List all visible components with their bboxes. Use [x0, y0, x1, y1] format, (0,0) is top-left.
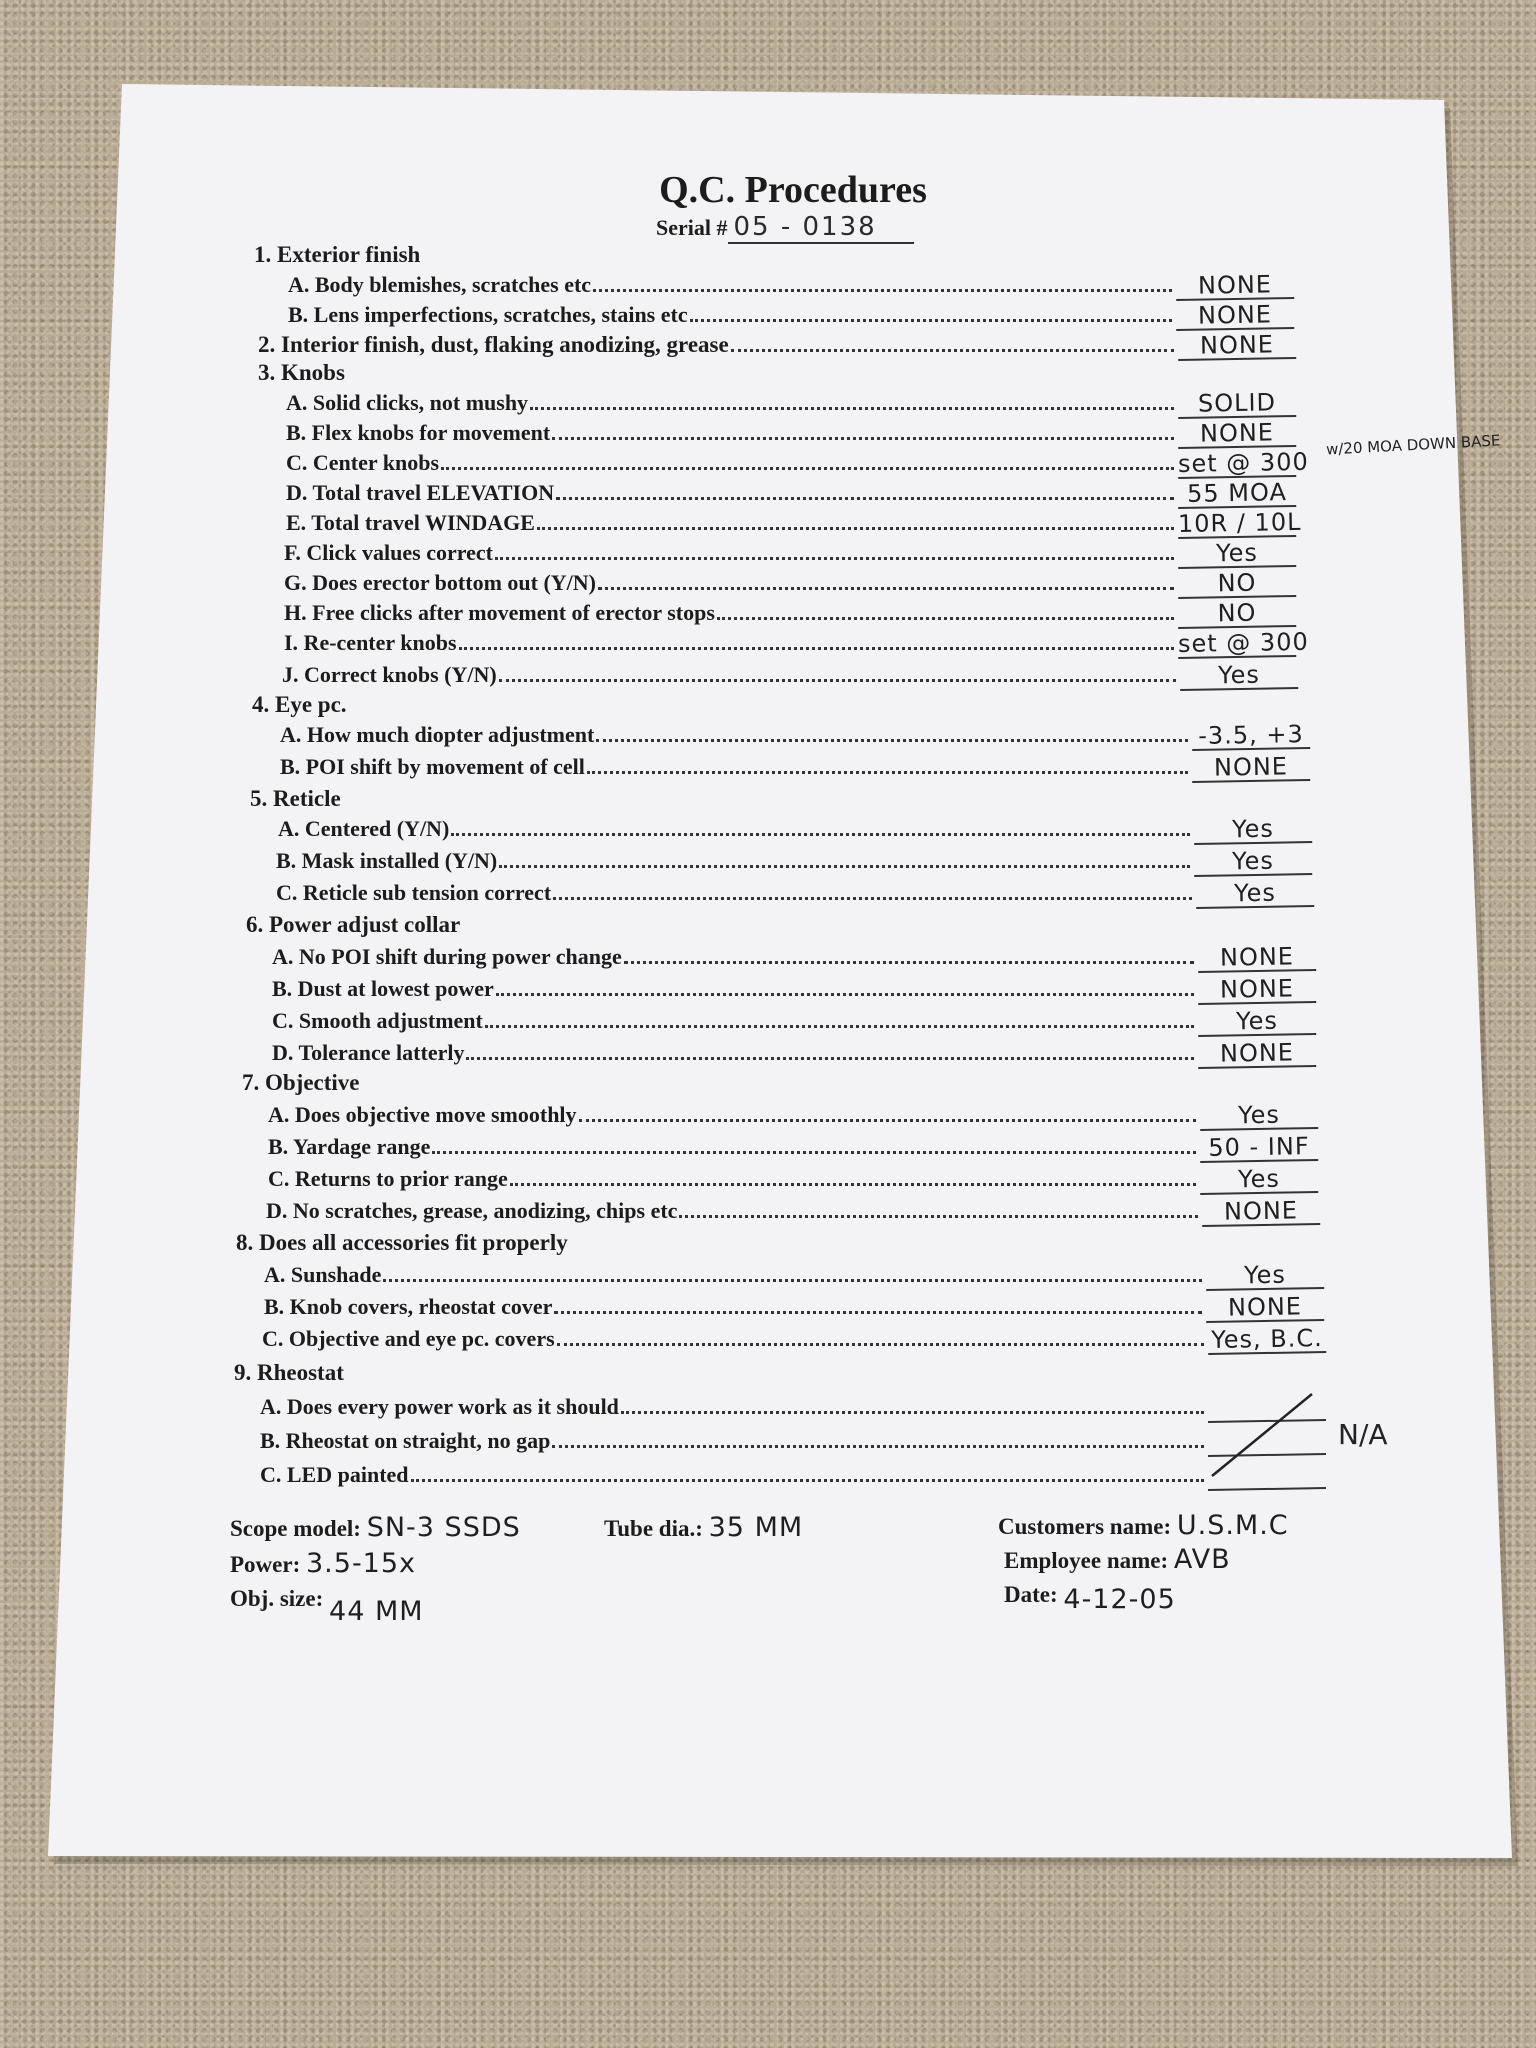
item-label: B. Lens imperfections, scratches, stains etc	[288, 302, 688, 327]
item-label: B. Yardage range	[268, 1134, 431, 1159]
item-answer: NONE	[1198, 943, 1316, 973]
item-answer: set @ 300	[1177, 627, 1309, 659]
item-label: D. Tolerance latterly	[272, 1040, 465, 1065]
item-label: B. Knob covers, rheostat cover	[264, 1294, 553, 1319]
item-answer: Yes	[1178, 539, 1296, 569]
item-label: C. Objective and eye pc. covers	[262, 1326, 555, 1351]
section-heading: 3. Knobs	[258, 360, 345, 385]
item-answer: NONE	[1176, 271, 1294, 301]
item-label: A. Solid clicks, not mushy	[286, 390, 529, 415]
field-value: SN-3 SSDS	[366, 1512, 521, 1543]
field-label: Obj. size:	[230, 1586, 324, 1611]
item-label: A. Does every power work as it should	[260, 1394, 619, 1419]
employee-name-field	[1004, 1544, 1231, 1575]
power-field	[230, 1548, 416, 1579]
serial-label: Serial #	[656, 215, 728, 240]
item-answer: SOLID	[1178, 389, 1296, 419]
item-answer: NONE	[1202, 1197, 1320, 1227]
item-answer: Yes	[1194, 815, 1312, 845]
customers-name-field	[998, 1510, 1289, 1541]
item-label: B. Mask installed (Y/N)	[276, 848, 498, 873]
field-label: Tube dia.:	[604, 1516, 703, 1541]
item-answer: Yes	[1206, 1261, 1324, 1291]
field-label: Date:	[1004, 1582, 1058, 1607]
date-field	[1004, 1578, 1176, 1615]
item-label: J. Correct knobs (Y/N)	[282, 662, 497, 687]
section-heading: 8. Does all accessories fit properly	[236, 1230, 568, 1255]
field-value: 44 MM	[329, 1596, 424, 1627]
item-label: B. Flex knobs for movement	[286, 420, 551, 445]
margin-note: w/20 MOA DOWN BASE	[1325, 431, 1501, 459]
item-label: G. Does erector bottom out (Y/N)	[284, 570, 596, 595]
item-answer: NONE	[1178, 331, 1296, 361]
item-label: 2. Interior finish, dust, flaking anodizing, grease	[258, 332, 729, 357]
item-label: A. How much diopter adjustment	[280, 722, 595, 747]
serial-value: 05 - 0138	[728, 212, 914, 244]
page-title: Q.C. Procedures	[659, 169, 927, 211]
item-answer: NONE	[1198, 1039, 1316, 1069]
field-value: 4-12-05	[1063, 1584, 1176, 1615]
obj-size-field	[230, 1582, 424, 1627]
item-answer: Yes	[1198, 1007, 1316, 1037]
item-answer: 50 - INF	[1200, 1133, 1318, 1163]
item-label: A. Centered (Y/N)	[278, 816, 450, 841]
item-answer: set @ 300	[1177, 447, 1309, 479]
item-answer: -3.5, +3	[1192, 721, 1310, 751]
item-label: C. Smooth adjustment	[272, 1008, 483, 1033]
field-label: Scope model:	[230, 1516, 361, 1541]
item-answer: Yes	[1200, 1101, 1318, 1131]
field-value: AVB	[1173, 1544, 1231, 1575]
item-answer: Yes	[1200, 1165, 1318, 1195]
field-label: Power:	[230, 1552, 301, 1577]
item-label: C. LED painted	[260, 1462, 409, 1487]
item-label: B. POI shift by movement of cell	[280, 754, 585, 779]
item-label: A. Body blemishes, scratches etc	[288, 272, 592, 297]
item-label: F. Click values correct	[284, 540, 493, 565]
strike-line	[1212, 1394, 1312, 1476]
item-answer: NONE	[1178, 419, 1296, 449]
item-label: A. Does objective move smoothly	[268, 1102, 577, 1127]
item-answer: 10R / 10L	[1177, 507, 1302, 539]
item-label: B. Rheostat on straight, no gap	[260, 1428, 551, 1453]
item-answer: 55 MOA	[1178, 479, 1296, 509]
field-value: 35 MM	[708, 1512, 804, 1543]
section-heading: 1. Exterior finish	[254, 242, 421, 267]
item-label: B. Dust at lowest power	[272, 976, 494, 1001]
field-value: U.S.M.C	[1176, 1510, 1289, 1541]
item-answer: NO	[1178, 599, 1296, 629]
tube-dia-field	[604, 1512, 803, 1543]
field-label: Employee name:	[1004, 1548, 1169, 1573]
item-label: A. No POI shift during power change	[272, 944, 622, 969]
section-heading: 5. Reticle	[250, 786, 341, 811]
item-answer: NO	[1178, 569, 1296, 599]
item-label: C. Center knobs	[286, 450, 440, 475]
item-label: A. Sunshade	[264, 1262, 382, 1287]
item-answer: NONE	[1176, 301, 1294, 331]
section-heading: 4. Eye pc.	[252, 692, 347, 717]
item-answer: NONE	[1198, 975, 1316, 1005]
item-answer: Yes, B.C.	[1208, 1325, 1326, 1355]
field-value: 3.5-15x	[306, 1548, 417, 1579]
item-answer: Yes	[1196, 879, 1314, 909]
item-answer: Yes	[1180, 661, 1298, 691]
field-label: Customers name:	[998, 1514, 1172, 1539]
section-heading: 7. Objective	[242, 1070, 360, 1095]
section-heading: 6. Power adjust collar	[246, 912, 461, 937]
item-label: D. No scratches, grease, anodizing, chips etc	[266, 1198, 678, 1223]
item-label: C. Returns to prior range	[268, 1166, 508, 1191]
item-label: I. Re-center knobs	[284, 630, 457, 655]
item-answer: NONE	[1192, 753, 1310, 783]
section-heading: 9. Rheostat	[234, 1360, 344, 1385]
margin-note: N/A	[1338, 1418, 1388, 1451]
item-label: C. Reticle sub tension correct	[276, 880, 552, 905]
item-answer: NONE	[1206, 1293, 1324, 1323]
item-label: E. Total travel WINDAGE	[286, 510, 535, 535]
item-label: D. Total travel ELEVATION	[286, 480, 555, 505]
item-answer: Yes	[1194, 847, 1312, 877]
item-label: H. Free clicks after movement of erector stops	[284, 600, 715, 625]
scope-model-field	[230, 1512, 521, 1543]
